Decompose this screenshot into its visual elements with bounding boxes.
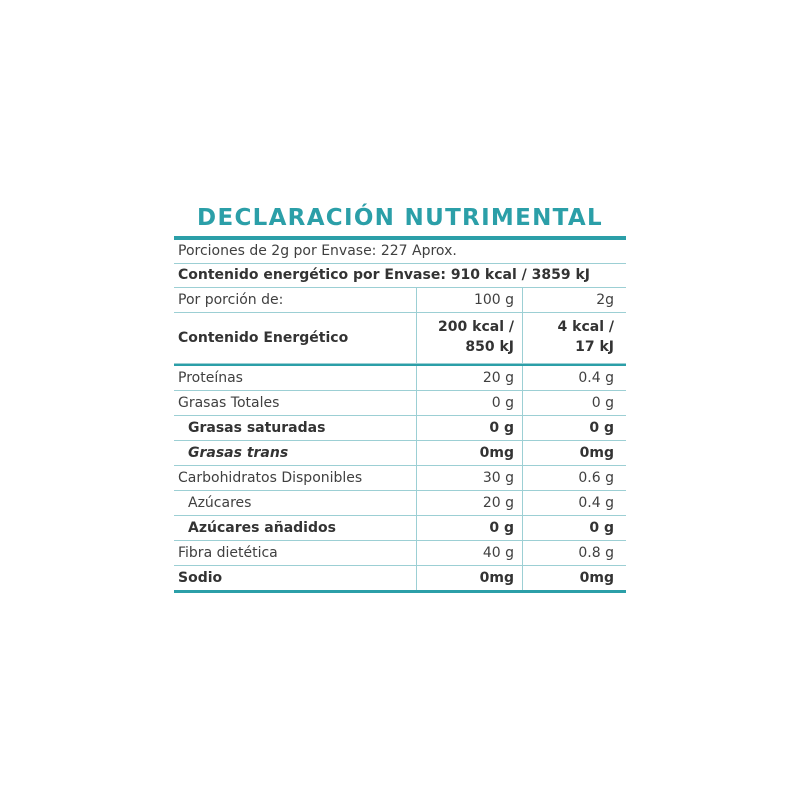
table-row — [174, 491, 626, 516]
nutrient-value-portion: 0 g — [522, 516, 626, 540]
nutrient-label: Grasas saturadas — [188, 420, 326, 436]
nutrient-label: Proteínas — [178, 370, 243, 386]
nutrient-value-portion: 0.8 g — [522, 541, 626, 565]
nutrient-label: Azúcares — [188, 495, 252, 511]
nutrient-value-portion: 0.4 g — [522, 491, 626, 515]
energy-row — [174, 313, 626, 364]
nutrient-value-portion: 0 g — [522, 391, 626, 415]
nutrient-value-portion: 0.6 g — [522, 466, 626, 490]
table-row — [174, 541, 626, 566]
nutrient-value-portion: 0mg — [522, 441, 626, 465]
nutrient-value-100g: 30 g — [416, 466, 522, 490]
bottom-divider — [174, 590, 626, 593]
nutrient-value-100g: 0 g — [416, 391, 522, 415]
nutrient-value-100g: 0 g — [416, 516, 522, 540]
panel-title: DECLARACIÓN NUTRIMENTAL — [197, 205, 603, 231]
energy-per-container-line — [174, 264, 626, 288]
nutrient-label: Grasas Totales — [178, 395, 280, 411]
nutrient-label: Carbohidratos Disponibles — [178, 470, 363, 486]
table-row — [174, 441, 626, 466]
header-label: Por porción de: — [178, 292, 284, 308]
nutrient-value-100g: 20 g — [416, 366, 522, 390]
table-row — [174, 566, 626, 590]
table-row — [174, 416, 626, 441]
nutrient-label: Fibra dietética — [178, 545, 278, 561]
nutrient-value-100g: 0 g — [416, 416, 522, 440]
energy-value-100g: 200 kcal / 850 kJ — [416, 313, 522, 363]
header-col-100g: 100 g — [416, 288, 522, 312]
nutrient-label: Sodio — [178, 570, 223, 586]
energy-label: Contenido Energético — [178, 330, 349, 346]
energy-value-portion: 4 kcal / 17 kJ — [522, 313, 626, 363]
nutrient-value-100g: 0mg — [416, 441, 522, 465]
nutrient-value-portion: 0mg — [522, 566, 626, 590]
energy-per-container-value: 910 kcal / 3859 kJ — [450, 267, 590, 283]
nutrition-facts-panel — [174, 200, 626, 593]
nutrient-value-100g: 20 g — [416, 491, 522, 515]
energy-per-container-label: Contenido energético por Envase: — [178, 267, 446, 283]
nutrient-value-portion: 0 g — [522, 416, 626, 440]
header-col-portion: 2g — [522, 288, 626, 312]
nutrient-value-portion: 0.4 g — [522, 366, 626, 390]
table-row — [174, 366, 626, 391]
nutrient-label: Grasas trans — [188, 445, 289, 461]
table-row — [174, 391, 626, 416]
table-header-row — [174, 288, 626, 313]
nutrient-value-100g: 0mg — [416, 566, 522, 590]
table-row — [174, 466, 626, 491]
servings-line: Porciones de 2g por Envase: 227 Aprox. — [174, 240, 626, 264]
nutrient-value-100g: 40 g — [416, 541, 522, 565]
nutrient-label: Azúcares añadidos — [188, 520, 336, 536]
table-row — [174, 516, 626, 541]
